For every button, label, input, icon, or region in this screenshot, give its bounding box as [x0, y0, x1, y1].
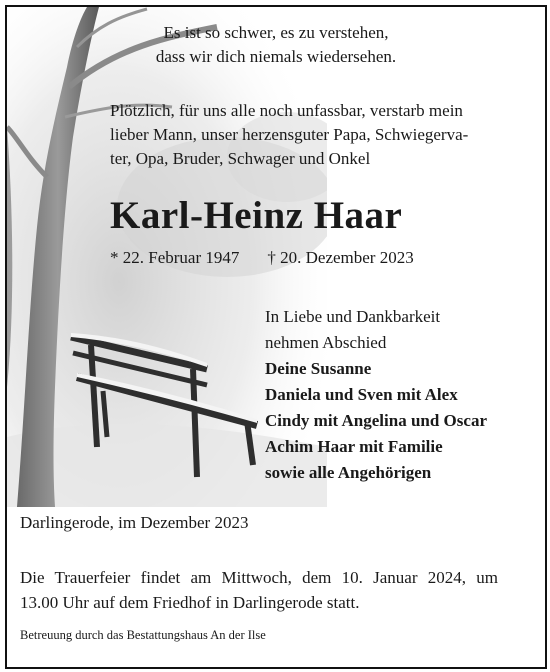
- intro-line-2: lieber Mann, unser herzensguter Papa, Schwiegerva-: [110, 125, 469, 144]
- mourner-name: Cindy mit Angelina und Oscar: [265, 411, 487, 430]
- mourner-name: Deine Susanne: [265, 359, 372, 378]
- funeral-line-1: Die Trauerfeier findet am Mittwoch, dem 10. Januar 2024, um: [20, 568, 498, 587]
- poem-line-2: dass wir dich niemals wiedersehen.: [155, 47, 397, 66]
- mourner-name: sowie alle Angehörigen: [265, 463, 432, 482]
- mourner-name: Achim Haar mit Familie: [265, 437, 443, 456]
- intro-line-1: Plötzlich, für uns alle noch unfassbar, verstarb mein: [110, 101, 463, 120]
- funeral-line-2: 13.00 Uhr auf dem Friedhof in Darlingerode statt.: [20, 593, 360, 612]
- life-dates: [110, 248, 414, 268]
- poem-line-1: Es ist so schwer, es zu verstehen,: [163, 23, 389, 42]
- intro-line-3: ter, Opa, Bruder, Schwager und Onkel: [110, 149, 371, 168]
- death-date: † 20. Dezember 2023: [267, 248, 414, 267]
- funeral-notice: [20, 565, 498, 615]
- mourners-block: [265, 304, 487, 486]
- birth-date: * 22. Februar 1947: [110, 248, 240, 267]
- place-date: Darlingerode, im Dezember 2023: [20, 513, 249, 532]
- funeral-home-credit: Betreuung durch das Bestattungshaus An der Ilse: [20, 628, 266, 642]
- deceased-name: Karl-Heinz Haar: [110, 194, 403, 237]
- mourners-lead-2: nehmen Abschied: [265, 333, 387, 352]
- mourner-name: Daniela und Sven mit Alex: [265, 385, 458, 404]
- mourners-lead-1: In Liebe und Dankbarkeit: [265, 307, 441, 326]
- obituary-card: [5, 5, 547, 669]
